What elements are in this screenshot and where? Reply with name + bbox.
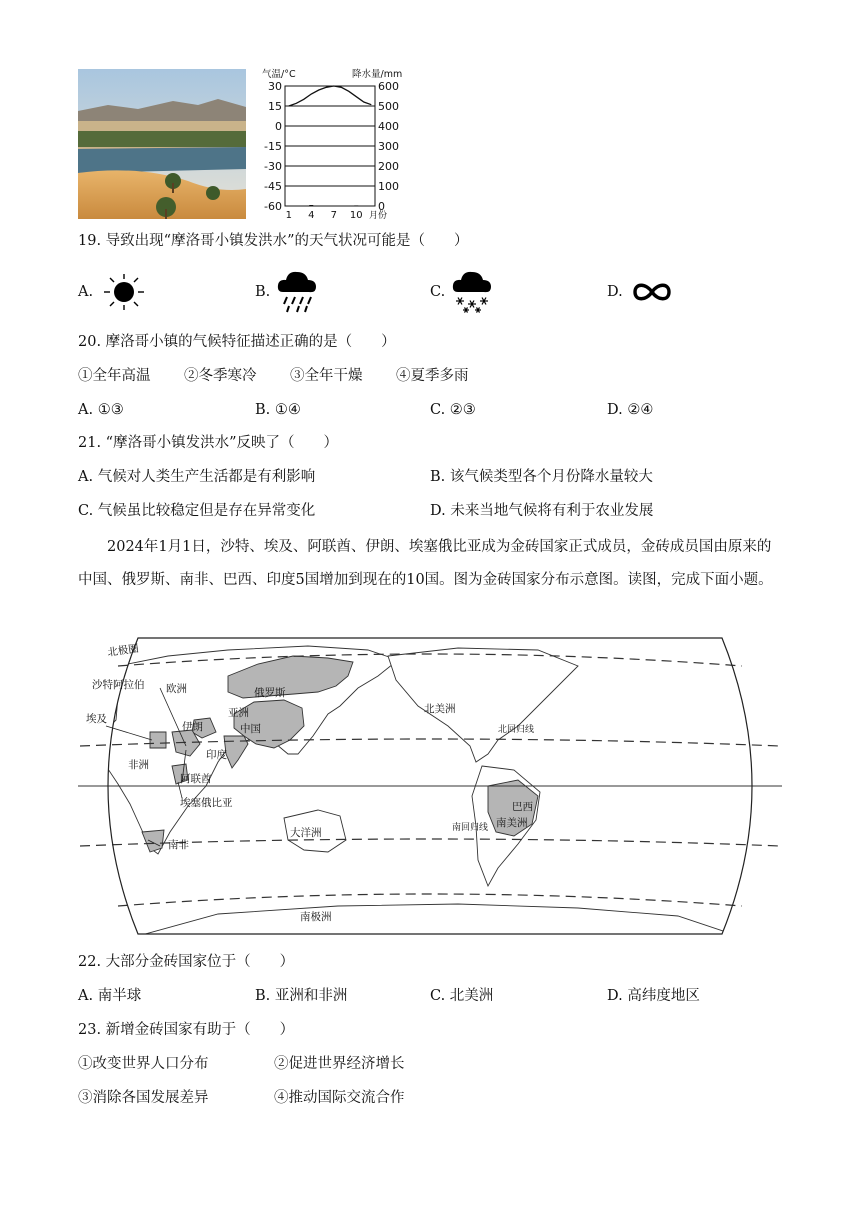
precip-bar [354,205,358,206]
question-20-stem: 20. 摩洛哥小镇的气候特征描述正确的是（ ） [78,334,396,350]
option-letter: A. [78,284,94,300]
statement: ③消除各国发展差异 [78,1090,209,1106]
snow-icon [450,268,494,314]
map-label-north-america: 北美洲 [424,703,456,715]
temp-tick-label: 15 [268,100,282,113]
q19-option-c[interactable] [430,268,510,314]
map-label-tropic-capricorn: 南回归线 [452,823,489,833]
statement: ②冬季寒冷 [184,368,257,384]
temp-tick-label: -15 [264,140,282,153]
map-label-south-africa: 南非 [168,839,189,851]
precip-tick-label: 200 [378,160,399,173]
map-label-europe: 欧洲 [166,683,187,695]
statement: ④夏季多雨 [396,368,469,384]
brics-world-map [78,636,782,936]
egypt-shape [150,732,166,748]
map-label-africa: 非洲 [128,759,149,771]
temp-tick-label: -45 [264,180,282,193]
option-letter: C. [430,284,446,300]
q19-option-b[interactable] [255,268,335,314]
antarctica-shape [138,904,738,936]
question-22-stem: 22. 大部分金砖国家位于（ ） [78,954,295,970]
north-america-shape [388,648,578,762]
option-letter: D. [607,284,623,300]
month-tick-label: 4 [308,210,315,221]
map-label-iran: 伊朗 [182,721,203,733]
map-label-saudi: 沙特阿拉伯 [92,679,145,691]
q20-option-c[interactable]: C. ②③ [430,402,476,418]
rain-icon [275,268,319,314]
temperature-line [289,86,372,106]
map-label-arctic: 北极圈 [106,642,140,659]
statement: ④推动国际交流合作 [274,1090,405,1106]
map-label-india: 印度 [206,749,227,761]
question-21-stem: 21. “摩洛哥小镇发洪水”反映了（ ） [78,435,338,451]
statement: ①改变世界人口分布 [78,1056,209,1072]
map-label-south-america: 南美洲 [496,817,528,829]
precip-tick-label: 0 [378,200,385,213]
map-label-tropic-cancer: 北回归线 [498,725,535,735]
question-23-stem: 23. 新增金砖国家有助于（ ） [78,1022,295,1038]
climate-chart [258,66,418,224]
option-letter: B. [255,284,271,300]
q22-option-b[interactable]: B. 亚洲和非洲 [255,988,348,1004]
precip-tick-label: 600 [378,80,399,93]
map-label-oceania: 大洋洲 [290,827,322,839]
south-africa-shape [142,830,164,852]
haze-icon [631,279,673,305]
month-tick-label: 1 [285,210,292,221]
q20-option-a[interactable]: A. ①③ [78,402,124,418]
q22-option-d[interactable]: D. 高纬度地区 [607,988,700,1004]
q20-option-d[interactable]: D. ②④ [607,402,654,418]
month-tick-label: 10 [349,210,363,221]
q21-option-a[interactable]: A. 气候对人类生产生活都是有利影响 [78,469,316,485]
map-label-brazil: 巴西 [512,801,533,813]
month-axis-title: 月份 [369,211,388,221]
statement: ③全年干燥 [290,368,363,384]
precip-tick-label: 400 [378,120,399,133]
q22-option-a[interactable]: A. 南半球 [78,988,142,1004]
temp-tick-label: 0 [275,120,282,133]
q20-option-b[interactable]: B. ①④ [255,402,301,418]
intro-paragraph: 2024年1月1日，沙特、埃及、阿联酋、伊朗、埃塞俄比亚成为金砖国家正式成员，金砖成员国由原来的中国、俄罗斯、南非、巴西、印度5国增加到现在的10国。图为金砖国家分布示意图。读图，完成下面小题。 [78,539,773,588]
precip-tick-label: 100 [378,180,399,193]
map-label-uae: 阿联酋 [180,773,212,785]
temp-tick-label: 30 [268,80,282,93]
q22-option-c[interactable]: C. 北美洲 [430,988,494,1004]
precip-tick-label: 500 [378,100,399,113]
map-label-china: 中国 [240,723,261,735]
statement: ②促进世界经济增长 [274,1056,405,1072]
temp-axis-title: 气温/°C [262,69,296,80]
map-label-russia: 俄罗斯 [254,687,286,699]
map-label-antarctica: 南极洲 [300,911,332,923]
precip-tick-label: 300 [378,140,399,153]
desert-town-photo [78,69,246,219]
q19-option-d[interactable] [607,272,687,312]
q21-option-d[interactable]: D. 未来当地气候将有利于农业发展 [430,503,654,519]
sunny-icon [98,272,150,312]
temp-tick-label: -30 [264,160,282,173]
question-19-stem: 19. 导致出现“摩洛哥小镇发洪水”的天气状况可能是（ ） [78,233,469,249]
q21-option-b[interactable]: B. 该气候类型各个月份降水量较大 [430,469,653,485]
temp-tick-label: -60 [264,200,282,213]
map-label-asia: 亚洲 [228,707,249,719]
month-tick-label: 7 [330,210,337,221]
q19-option-a[interactable] [78,272,158,312]
map-label-egypt: 埃及 [86,713,107,725]
precip-bar [309,205,313,206]
statement: ①全年高温 [78,368,151,384]
precip-axis-title: 降水量/mm [352,69,403,80]
q21-option-c[interactable]: C. 气候虽比较稳定但是存在异常变化 [78,503,316,519]
map-label-ethiopia: 埃塞俄比亚 [180,797,233,809]
